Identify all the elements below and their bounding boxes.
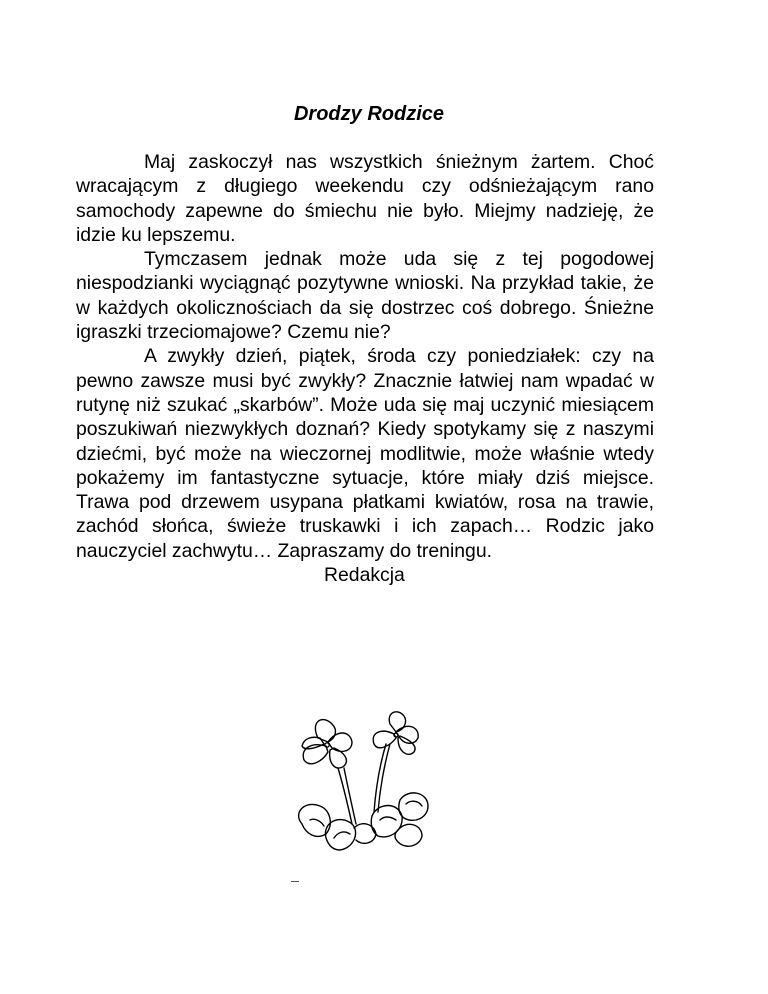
letter-title: Drodzy Rodzice (293, 103, 445, 125)
paragraph-1: Maj zaskoczył nas wszystkich śnieżnym żartem. Choć wracającym z długiego weekendu czy odśnieżającym rano samochody zapewne do śmiechu nie było. Miejmy nadzieję, że idzie ku lepszemu. (76, 151, 654, 246)
violet-flowers-icon (282, 708, 442, 858)
divider (291, 881, 299, 882)
letter (76, 100, 654, 587)
signature: Redakcja (324, 564, 405, 587)
paragraph-2: Tymczasem jednak może uda się z tej pogodowej niespodzianki wyciągnąć pozytywne wnioski. Na przykład takie, że w każdych okolicznościach da się dostrzec coś dobrego. Śnieżne igraszki trzeciomajowe? Czemu nie? (76, 248, 654, 344)
paragraph-3: A zwykły dzień, piątek, środa czy poniedziałek: czy na pewno zawsze musi być zwykły? Znacznie łatwiej nam wpadać w rutynę niż szukać „skarbów”. Może uda się maj uczynić miesiącem poszukiwań niezwykłych doznań? Kiedy spotykamy się z naszymi dziećmi, być może na wieczornej modlitwie, może właśnie wtedy pokażemy im fantastyczne sytuacje, które miały dziś miejsce. Trawa pod drzewem usypana płatkami kwiatów, rosa na trawie, zachód słońca, świeże truskawki i ich zapach… Rodzic jako nauczyciel zachwytu… Zapraszamy do treningu. (76, 345, 654, 562)
